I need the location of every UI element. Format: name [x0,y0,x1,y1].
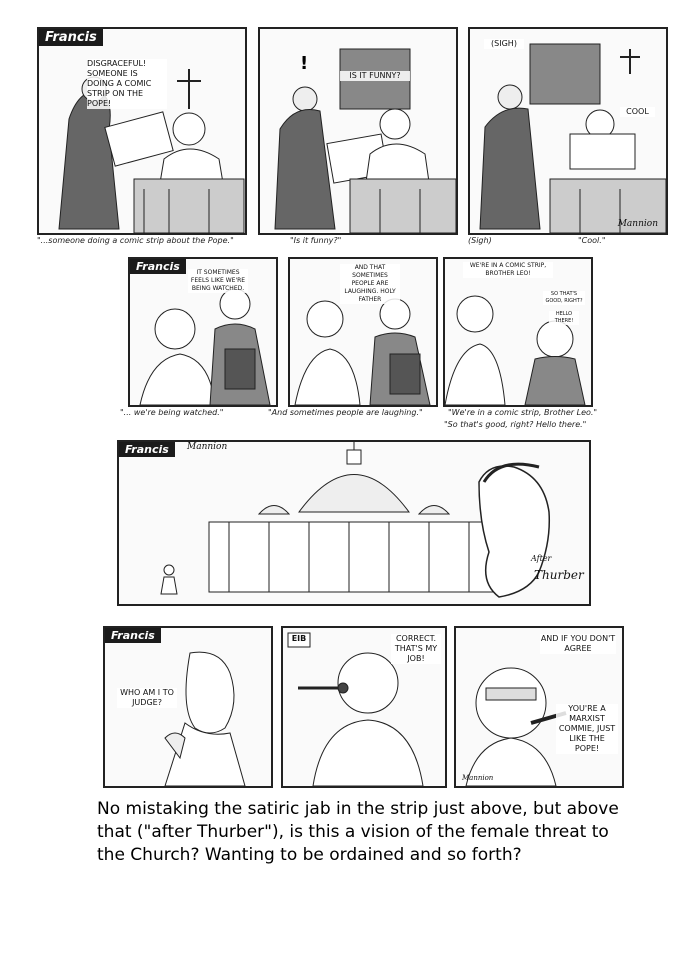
strip2-caption-2: "And sometimes people are laughing." [268,408,423,417]
strip2-panel3-bubble-main: WE'RE IN A COMIC STRIP, BROTHER LEO! [463,262,553,278]
strip2-panel1-bubble: IT SOMETIMES FEELS LIKE WE'RE BEING WATCHED. [188,269,248,293]
svg-text:!: ! [300,53,309,74]
strip1-caption-1: "...someone doing a comic strip about the Pope." [37,236,234,245]
strip2-panel2-bubble: AND THAT SOMETIMES PEOPLE ARE LAUGHING. HOLY FATHER [340,264,400,304]
strip1-panel-3 [468,27,668,235]
strip2-panel-1 [128,257,278,407]
strip2-title: Francis [130,259,186,274]
strip3-thurber-label: Thurber [534,568,584,582]
strip3-panel [117,440,591,606]
strip1-panel3-sigh: (SIGH) [484,39,524,49]
strip2-panel3-bubble-hello: HELLO THERE! [549,311,579,325]
strip4-panel1-bubble: WHO AM I TO JUDGE? [117,688,177,708]
pope-and-brother-leo-illustration [445,259,591,405]
strip4-panel-1 [103,626,273,788]
strip4-panel3-bubble-bottom: YOU'RE A MARXIST COMMIE, JUST LIKE THE POPE! [556,704,618,754]
strip4-panel3-bubble-top: AND IF YOU DON'T AGREE [540,634,616,653]
strip2-panel3-bubble-leo: SO THAT'S GOOD, RIGHT? [543,291,585,305]
strip4-panel2-bubble: CORRECT. THAT'S MY JOB! [391,634,441,664]
strip2-caption-4: "So that's good, right? Hello there." [444,420,587,429]
strip1-panel2-bubble: IS IT FUNNY? [340,71,410,81]
strip3-after-label: After [531,554,552,563]
commentary-text: No mistaking the satiric jab in the strip just above, but above that ("after Thurber"), is this a vision of the female threat to the Church? Wanting to be ordained and so forth? [97,799,619,865]
pope-at-desk-illustration [470,29,666,233]
strip4-panel-2 [281,626,447,788]
strip1-panel1-bubble: DISGRACEFUL! SOMEONE IS DOING A COMIC STRIP ON THE POPE! [87,59,167,109]
strip1-panel-1 [37,27,247,235]
strip1-panel-2 [258,27,458,235]
strip2-caption-1: "... we're being watched." [120,408,224,417]
pope-at-desk-illustration [260,29,456,233]
strip1-caption-3: (Sigh) [468,236,492,245]
strip2-panel-3 [443,257,593,407]
strip3-credit: Mannion [187,442,228,452]
strip4-mic-sign: EIB [289,634,309,644]
st-peters-basilica-illustration [119,442,589,604]
strip3-title: Francis [119,442,175,457]
strip1-caption-2: "Is it funny?" [290,236,342,245]
strip2-panel-2 [288,257,438,407]
strip4-title: Francis [105,628,161,643]
strip1-signature: Mannion [617,219,658,229]
strip4-credit: Mannion [462,774,494,782]
strip1-panel3-cool: COOL [620,107,655,117]
strip2-caption-3: "We're in a comic strip, Brother Leo." [448,408,598,417]
strip1-title: Francis [39,29,103,46]
strip1-caption-4: "Cool." [578,236,606,245]
strip4-panel-3 [454,626,624,788]
